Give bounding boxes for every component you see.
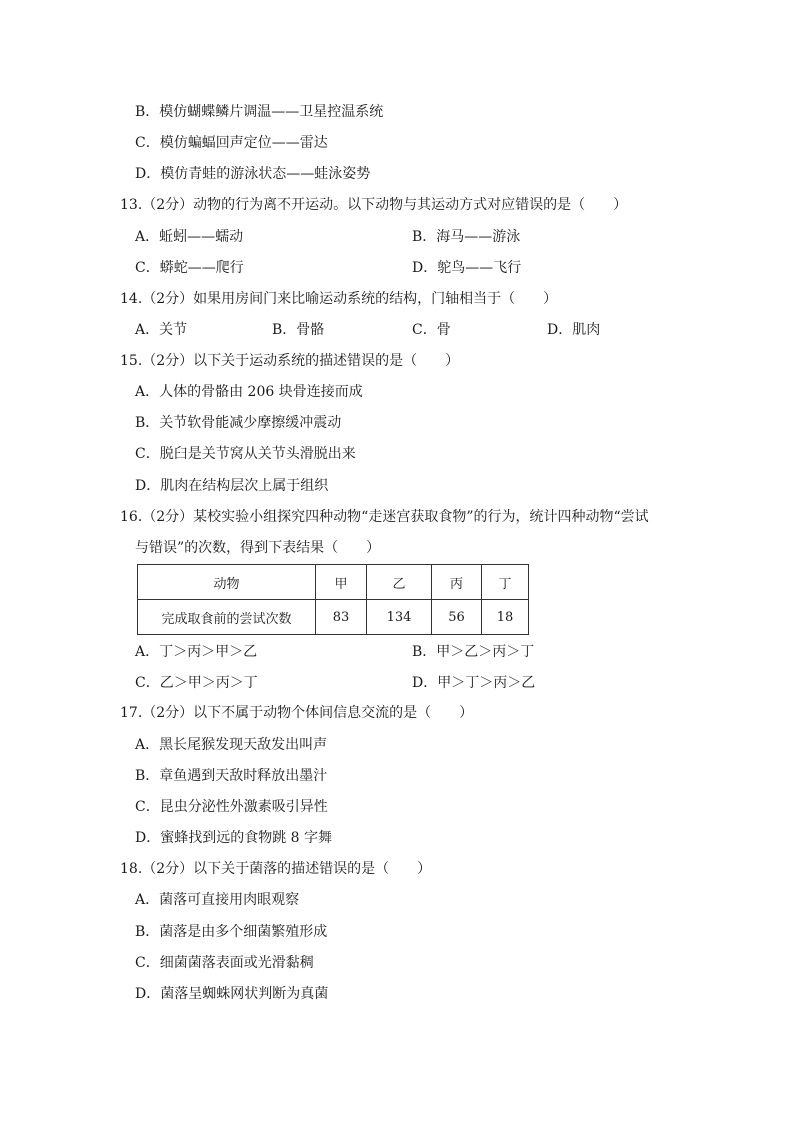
q13-option-c: C．蟒蛇——爬行	[135, 260, 244, 276]
table-cell: 18	[482, 600, 529, 635]
q18-stem: 18.（2分）以下关于菌落的描述错误的是（ ）	[120, 861, 432, 877]
q18-option-a: A．菌落可直接用肉眼观察	[135, 892, 300, 908]
q16-option-c: C．乙＞甲＞丙＞丁	[135, 675, 258, 691]
q13-option-b: B．海马——游泳	[412, 229, 521, 245]
q12-option-c: C．模仿蝙蝠回声定位——雷达	[135, 135, 328, 151]
table-cell: 56	[432, 600, 482, 635]
q12-option-b: B．模仿蝴蝶鳞片调温——卫星控温系统	[135, 104, 384, 120]
q17-option-c: C．昆虫分泌性外激素吸引异性	[135, 799, 328, 815]
q17-option-b: B．章鱼遇到天敌时释放出墨汁	[135, 768, 328, 784]
q17-stem: 17.（2分）以下不属于动物个体间信息交流的是（ ）	[120, 705, 474, 721]
q13-option-a: A．蚯蚓——蠕动	[135, 229, 244, 245]
q17-option-d: D．蜜蜂找到远的食物跳 8 字舞	[135, 830, 333, 846]
q16-data-table	[137, 564, 529, 635]
q13-option-d: D．鸵鸟——飞行	[412, 260, 522, 276]
q18-option-c: C．细菌菌落表面或光滑黏稠	[135, 955, 314, 971]
q16-option-a: A．丁＞丙＞甲＞乙	[135, 644, 258, 660]
q15-option-c: C．脱臼是关节窝从关节头滑脱出来	[135, 446, 356, 462]
q16-stem-line1: 16.（2分）某校实验小组探究四种动物“走迷宫获取食物”的行为，统计四种动物“尝试	[120, 509, 649, 525]
table-row	[138, 600, 529, 635]
table-cell: 乙	[367, 565, 432, 600]
q14-option-c: C．骨	[412, 322, 451, 338]
table-cell: 丙	[432, 565, 482, 600]
table-cell: 83	[316, 600, 367, 635]
q15-option-b: B．关节软骨能减少摩擦缓冲震动	[135, 415, 342, 431]
q14-stem: 14.（2分）如果用房间门来比喻运动系统的结构，门轴相当于（ ）	[120, 291, 558, 307]
q16-option-b: B．甲＞乙＞丙＞丁	[412, 644, 535, 660]
table-cell: 丁	[482, 565, 529, 600]
q15-option-a: A．人体的骨骼由 206 块骨连接而成	[135, 384, 363, 400]
table-cell: 完成取食前的尝试次数	[138, 600, 316, 635]
q18-option-b: B．菌落是由多个细菌繁殖形成	[135, 924, 328, 940]
q15-stem: 15.（2分）以下关于运动系统的描述错误的是（ ）	[120, 353, 460, 369]
q14-option-d: D．肌肉	[547, 322, 601, 338]
q13-stem: 13.（2分）动物的行为离不开运动。以下动物与其运动方式对应错误的是（ ）	[120, 197, 628, 213]
q15-option-d: D．肌肉在结构层次上属于组织	[135, 478, 329, 494]
table-cell: 动物	[138, 565, 316, 600]
table-cell: 甲	[316, 565, 367, 600]
q16-option-d: D．甲＞丁＞丙＞乙	[412, 675, 536, 691]
q16-stem-line2: 与错误”的次数，得到下表结果（ ）	[135, 540, 381, 556]
q14-option-b: B．骨骼	[272, 322, 325, 338]
table-header-row	[138, 565, 529, 600]
q12-option-d: D．模仿青蛙的游泳状态——蛙泳姿势	[135, 166, 371, 182]
table-cell: 134	[367, 600, 432, 635]
q17-option-a: A．黑长尾猴发现天敌发出叫声	[135, 737, 328, 753]
q14-option-a: A．关节	[135, 322, 188, 338]
q18-option-d: D．菌落呈蜘蛛网状判断为真菌	[135, 986, 329, 1002]
